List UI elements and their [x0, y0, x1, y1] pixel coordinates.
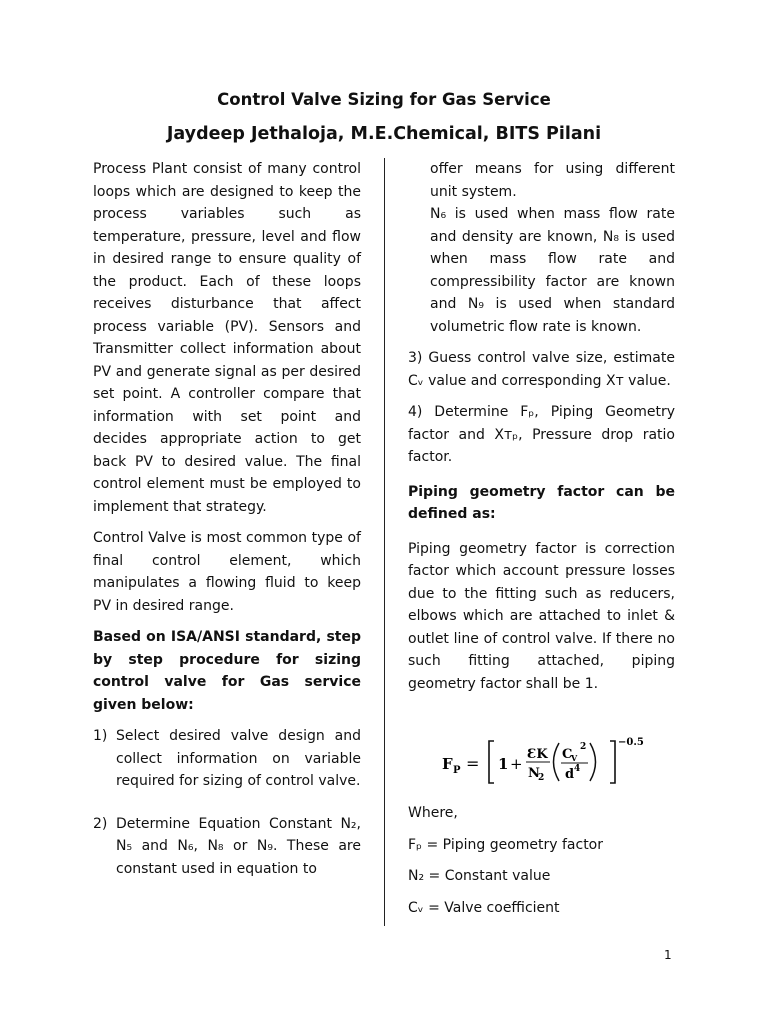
definition-cv: Cᵥ = Valve coefficient	[408, 899, 560, 916]
formula-lhs-subscript: P	[453, 765, 461, 776]
right-square-bracket	[610, 741, 615, 783]
formula-svg	[438, 733, 675, 793]
step-3: 3) Guess control valve size, estimate Cᵥ value and corresponding Xᴛ value.	[408, 350, 675, 389]
step-1-number: 1)	[93, 728, 108, 744]
formula-numerator: ƐK	[527, 747, 548, 762]
step-2	[93, 813, 361, 881]
n-constants-usage: N₆ is used when mass flow rate and density are known, N₈ is used when mass flow rate and compressibility factor are known and N₉ is used when standard volumetric flow rate is known.	[430, 206, 675, 335]
piping-geometry-paragraph: Piping geometry factor is correction factor which account pressure losses due to the fitting such as reducers, elbows which are attached to inlet & outlet line of control valve. If there no such fitting attached, piping geometry factor shall be 1.	[408, 540, 675, 692]
step-2-text: Determine Equation Constant N₂, N₅ and N₆, N₈ or N₉. These are constant used in equation to	[116, 815, 361, 877]
column-divider	[384, 158, 385, 926]
formula-cv-superscript: 2	[580, 742, 587, 752]
left-square-bracket	[489, 741, 494, 783]
left-parenthesis	[554, 743, 560, 781]
right-column	[408, 158, 675, 919]
step-4: 4) Determine Fₚ, Piping Geometry factor and Xᴛₚ, Pressure drop ratio factor.	[408, 404, 675, 465]
step-1	[93, 725, 361, 793]
formula-d: d	[565, 767, 575, 782]
definition-n2: N₂ = Constant value	[408, 868, 551, 884]
intro-paragraph: Process Plant consist of many control loops which are designed to keep the process variables such as temperature, pressure, level and flow in desired range to ensure quality of the product. Each of these loops receives disturbance that affect process variable (PV). Sensors and Transmitter collect information about PV and generate signal as per desired set point. A controller compare that information with set point and decides appropriate action to get back PV to desired value. The final control element must be employed to implement that strategy.	[93, 161, 361, 515]
formula-plus: +	[510, 755, 523, 773]
piping-geometry-formula	[438, 733, 675, 793]
formula-equals: =	[466, 754, 480, 773]
formula-denominator: N	[528, 766, 540, 781]
page-number: 1	[664, 948, 672, 962]
definition-fp: Fₚ = Piping geometry factor	[408, 836, 604, 853]
formula-denominator-subscript: 2	[538, 773, 545, 783]
formula-d-superscript: 4	[574, 764, 581, 774]
formula-lhs: F	[442, 755, 453, 773]
left-column	[93, 158, 361, 880]
control-valve-paragraph: Control Valve is most common type of final control element, which manipulates a flowing fluid to keep PV in desired range.	[93, 530, 361, 614]
procedure-heading: Based on ISA/ANSI standard, step by step procedure for sizing control valve for Gas service given below:	[93, 629, 361, 713]
author-line: Jaydeep Jethaloja, M.E.Chemical, BITS Pilani	[166, 124, 602, 144]
step-1-text: Select desired valve design and collect information on variable required for sizing of control valve.	[116, 728, 361, 789]
formula-cv: C	[562, 747, 573, 762]
step-2-number: 2)	[93, 815, 108, 832]
piping-geometry-heading: Piping geometry factor can be defined as:	[408, 483, 675, 522]
step-2-continuation: offer means for using different unit system.	[430, 161, 675, 200]
where-label: Where,	[408, 805, 458, 821]
formula-exponent: −0.5	[618, 737, 644, 748]
formula-one: 1	[498, 755, 509, 773]
document-title: Control Valve Sizing for Gas Service	[217, 90, 551, 109]
formula-cv-subscript: V	[571, 753, 578, 763]
right-parenthesis	[590, 743, 596, 781]
